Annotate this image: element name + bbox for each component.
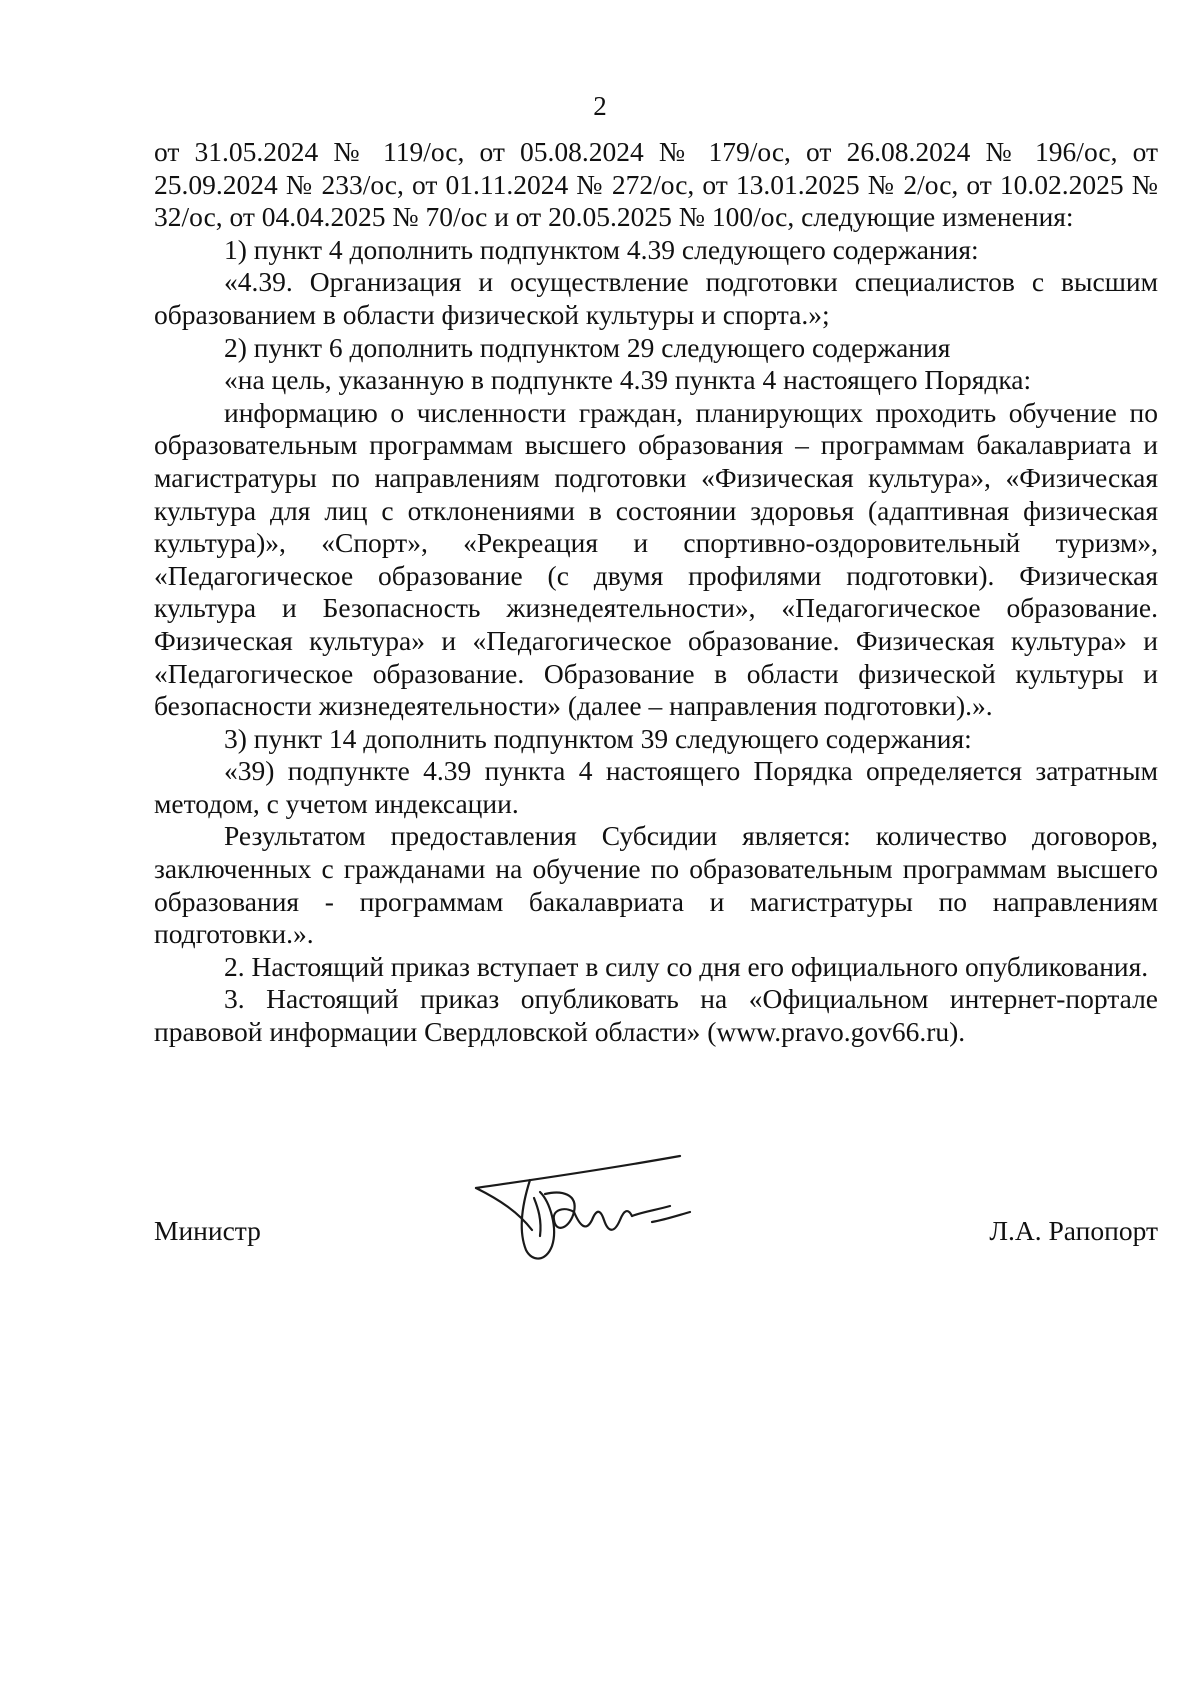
- paragraph-subitem-4-39: «4.39. Организация и осуществление подготовки специалистов с высшим образованием в области физической культуры и спорта.»;: [154, 266, 1158, 330]
- paragraph-item-1: 1) пункт 4 дополнить подпунктом 4.39 следующего содержания:: [224, 233, 979, 265]
- paragraph-item-3: 3) пункт 14 дополнить подпунктом 39 следующего содержания:: [224, 722, 972, 754]
- paragraph-publication: 3. Настоящий приказ опубликовать на «Официальном интернет-портале правовой информации Свердловской области» (www.pravo.gov66.ru).: [154, 983, 1158, 1048]
- document-body: [154, 136, 1158, 1049]
- paragraph-effective-date: 2. Настоящий приказ вступает в силу со дня его официального опубликования.: [224, 950, 1149, 982]
- paragraph-subitem-39: «39) подпункте 4.39 пункта 4 настоящего Порядка определяется затратным методом, с учетом индексации.: [154, 755, 1158, 819]
- paragraph-purpose: «на цель, указанную в подпункте 4.39 пункта 4 настоящего Порядка:: [224, 364, 1032, 396]
- paragraph-result: Результатом предоставления Субсидии является: количество договоров, заключенных с гражданами на обучение по образовательным программам высшего образования - программам бакалавриата и магистратуры по направлениям подготовки.».: [154, 820, 1158, 950]
- paragraph-amendment-list: от 31.05.2024 № 119/ос, от 05.08.2024 № 179/ос, от 26.08.2024 № 196/ос, от 25.09.2024 № 233/ос, от 01.11.2024 № 272/ос, от 13.01.2025 № 2/ос, от 10.02.2025 № 32/ос, от 04.04.2025 № 70/ос и от 20.05.2025 № 100/ос, следующие изменения:: [154, 136, 1158, 233]
- page-number: 2: [593, 91, 607, 121]
- signatory-title: Министр: [154, 1215, 261, 1246]
- handwritten-signature: [470, 1150, 700, 1275]
- paragraph-information: информацию о численности граждан, планирующих проходить обучение по образовательным программам высшего образования – программам бакалавриата и магистратуры по направлениям подготовки «Физическая культура», «Физическая культура для лиц с отклонениями в состоянии здоровья (адаптивная физическая культура)», «Спорт», «Рекреация и спортивно-оздоровительный туризм», «Педагогическое образование (с двумя профилями подготовки). Физическая культура и Безопасность жизнедеятельности», «Педагогическое образование. Физическая культура» и «Педагогическое образование. Физическая культура» и «Педагогическое образование. Образование в области физической культуры и безопасности жизнедеятельности» (далее – направления подготовки).».: [154, 396, 1158, 722]
- signatory-name: Л.А. Рапопорт: [989, 1215, 1158, 1246]
- paragraph-item-2: 2) пункт 6 дополнить подпунктом 29 следующего содержания: [224, 331, 951, 363]
